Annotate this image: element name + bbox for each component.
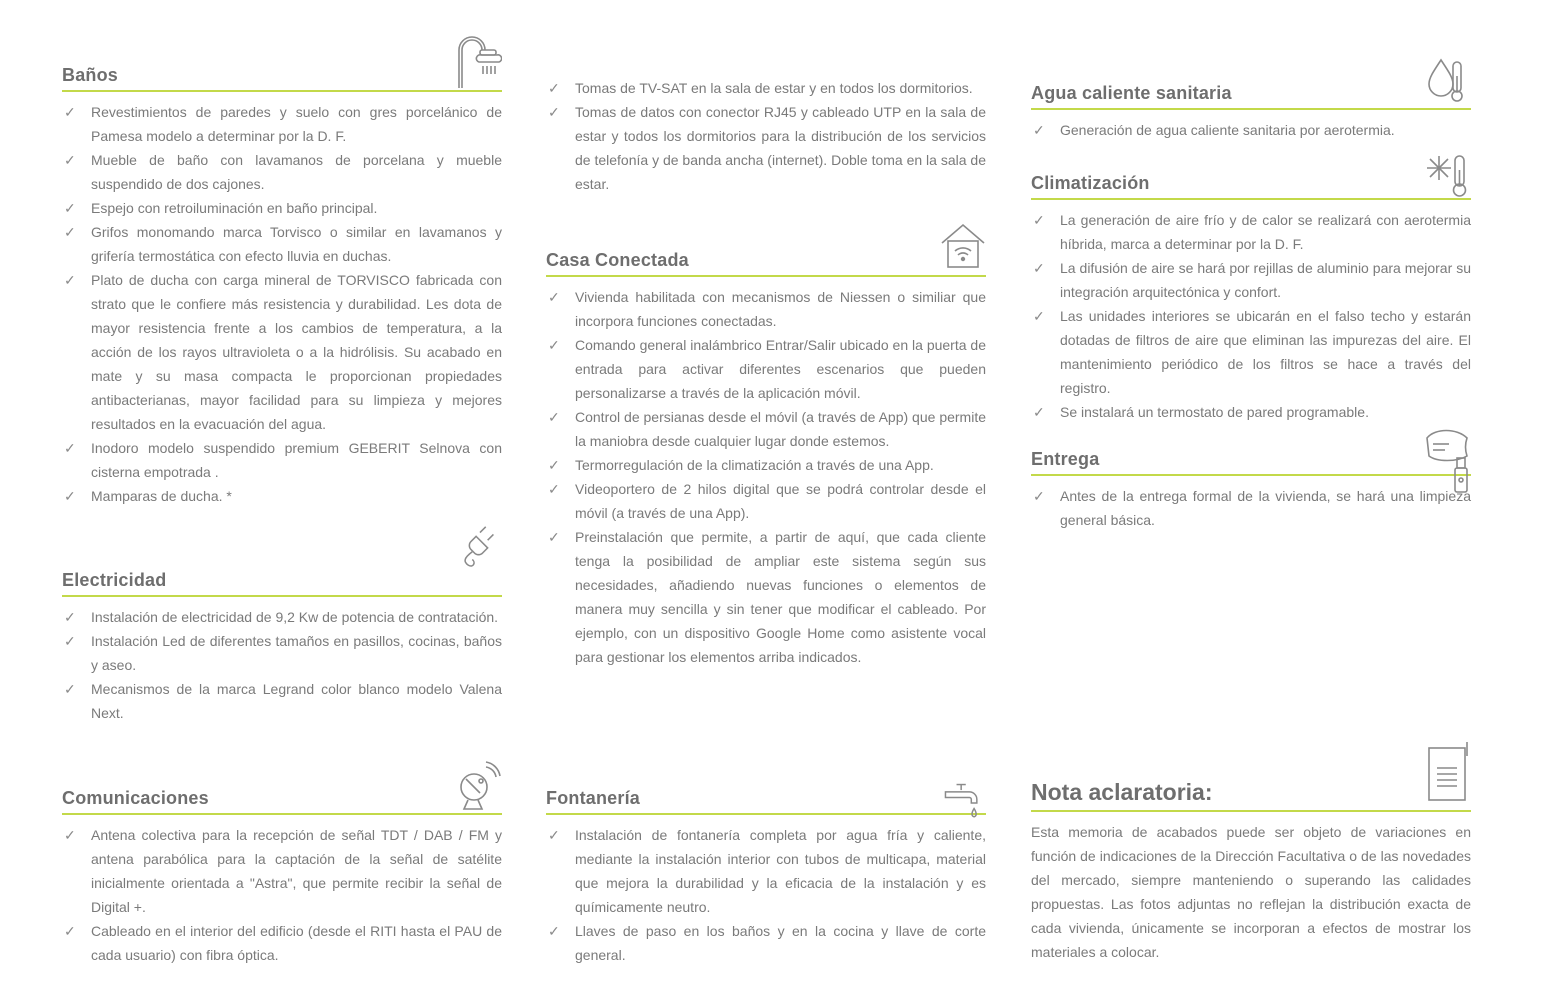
section-casa-conectada — [546, 245, 986, 669]
section-agua — [1031, 78, 1471, 142]
list-item-text: Espejo con retroiluminación en baño principal. — [91, 200, 378, 216]
list-item — [546, 525, 986, 669]
section-header — [1031, 780, 1471, 812]
entrega-list — [1031, 484, 1471, 532]
section-title: Comunicaciones — [62, 788, 209, 808]
list-item-text: Instalación de electricidad de 9,2 Kw de potencia de contratación. — [91, 609, 499, 625]
checkmark-icon: ✓ — [64, 440, 76, 456]
section-header — [62, 565, 502, 597]
checkmark-icon: ✓ — [548, 104, 560, 120]
checkmark-icon: ✓ — [548, 337, 560, 353]
checkmark-icon: ✓ — [1033, 404, 1045, 420]
checkmark-icon: ✓ — [1033, 488, 1045, 504]
list-item-text: Llaves de paso en los baños y en la cocina y llave de corte general. — [575, 923, 986, 963]
checkmark-icon: ✓ — [64, 224, 76, 240]
list-item-text: Instalación Led de diferentes tamaños en pasillos, cocinas, baños y aseo. — [91, 633, 502, 673]
climatizacion-list — [1031, 208, 1471, 424]
section-title: Baños — [62, 65, 119, 85]
list-item-text: Revestimientos de paredes y suelo con gres porcelánico de Pamesa modelo a determinar por la D. F. — [91, 104, 502, 144]
checkmark-icon: ✓ — [548, 923, 560, 939]
list-item — [546, 453, 986, 477]
list-item-text: Tomas de datos con conector RJ45 y cableado UTP en la sala de estar y todos los dormitorios para la distribución de los servicios de telefonía y de banda ancha (internet). Doble toma en la sala de estar. — [575, 104, 986, 192]
section-header — [62, 783, 502, 815]
section-comunicaciones — [62, 783, 502, 967]
plug-icon — [456, 521, 502, 571]
list-item-text: Inodoro modelo suspendido premium GEBERIT Selnova con cisterna empotrada . — [91, 440, 502, 480]
list-item-text: Control de persianas desde el móvil (a través de App) que permite la maniobra desde cualquier lugar donde estemos. — [575, 409, 986, 449]
checkmark-icon: ✓ — [64, 104, 76, 120]
tomas-list — [546, 76, 986, 196]
section-fontaneria — [546, 783, 986, 967]
checkmark-icon: ✓ — [548, 457, 560, 473]
list-item — [546, 76, 986, 100]
section-title: Casa Conectada — [546, 250, 689, 270]
nota-text: Esta memoria de acabados puede ser objeto de variaciones en función de indicaciones de la Dirección Facultativa o de las novedades del mercado, siempre manteniendo o superando las calidades propuestas. Las fotos adjuntas no reflejan la distribución exacta de cada vivienda, únicamente se incorporan a efectos de mostrar los materiales a colocar. — [1031, 824, 1471, 960]
section-electricidad — [62, 565, 502, 725]
agua-list — [1031, 118, 1471, 142]
list-item-text: Vivienda habilitada con mecanismos de Niessen o similiar que incorpora funciones conectadas. — [575, 289, 986, 329]
section-title: Entrega — [1031, 449, 1100, 469]
list-item — [546, 100, 986, 196]
list-item — [546, 477, 986, 525]
list-item — [62, 823, 502, 919]
section-title: Fontanería — [546, 788, 641, 808]
section-title: Agua caliente sanitaria — [1031, 83, 1232, 103]
list-item-text: Se instalará un termostato de pared programable. — [1060, 404, 1369, 420]
section-header — [1031, 78, 1471, 110]
list-item — [62, 629, 502, 677]
list-item — [546, 823, 986, 919]
list-item — [1031, 256, 1471, 304]
list-item — [546, 333, 986, 405]
list-item — [62, 268, 502, 436]
smart-home-icon — [940, 221, 986, 273]
checkmark-icon: ✓ — [64, 200, 76, 216]
checkmark-icon: ✓ — [64, 609, 76, 625]
checkmark-icon: ✓ — [548, 80, 560, 96]
list-item — [1031, 304, 1471, 400]
casa-conectada-list — [546, 285, 986, 669]
section-tomas — [546, 76, 986, 196]
list-item-text: Las unidades interiores se ubicarán en el falso techo y estarán dotadas de filtros de aire que eliminan las impurezas del aire. El mantenimiento periódico de los filtros se hace a través del registro. — [1060, 308, 1471, 396]
section-title: Climatización — [1031, 173, 1150, 193]
satellite-dish-icon — [456, 759, 502, 811]
nota-title: Nota aclaratoria: — [1031, 779, 1213, 805]
checkmark-icon: ✓ — [548, 481, 560, 497]
checkmark-icon: ✓ — [64, 923, 76, 939]
section-banos — [62, 60, 502, 508]
water-thermometer-icon — [1425, 52, 1471, 104]
list-item-text: La generación de aire frío y de calor se realizará con aerotermia híbrida, marca a determinar por la D. F. — [1060, 212, 1471, 252]
list-item-text: Plato de ducha con carga mineral de TORVISCO fabricada con strato que le confiere más resistencia y durabilidad. Les dota de mayor resistencia frente a los cambios de temperatura, a la acción de los rayos ultravioleta o a la hidrólisis. Su acabado en mate y su masa compacta le proporcionan propiedades antibacterianas, mayor facilidad para su limpieza y mejores resultados en la evacuación del agua. — [91, 272, 502, 432]
comunicaciones-list — [62, 823, 502, 967]
list-item — [62, 919, 502, 967]
list-item-text: Generación de agua caliente sanitaria por aerotermia. — [1060, 122, 1395, 138]
checkmark-icon: ✓ — [1033, 308, 1045, 324]
checkmark-icon: ✓ — [548, 289, 560, 305]
checkmark-icon: ✓ — [548, 827, 560, 843]
list-item — [1031, 118, 1471, 142]
list-item — [62, 484, 502, 508]
section-header — [546, 783, 986, 815]
shower-icon — [456, 36, 502, 88]
list-item-text: Termorregulación de la climatización a través de una App. — [575, 457, 934, 473]
list-item-text: Instalación de fontanería completa por agua fría y caliente, mediante la instalación interior con tubos de multicapa, material que mejora la durabilidad y la eficacia de la instalación y es químicamente neutro. — [575, 827, 986, 915]
checkmark-icon: ✓ — [1033, 122, 1045, 138]
list-item-text: Antes de la entrega formal de la vivienda, se hará una limpieza general básica. — [1060, 488, 1471, 528]
list-item — [62, 196, 502, 220]
fontaneria-list — [546, 823, 986, 967]
checkmark-icon: ✓ — [64, 681, 76, 697]
section-nota — [1031, 780, 1471, 978]
checkmark-icon: ✓ — [548, 409, 560, 425]
section-header — [1031, 168, 1471, 200]
list-item-text: Antena colectiva para la recepción de señal TDT / DAB / FM y antena parabólica para la captación de la señal de satélite inicialmente orientada a "Astra", que permite recibir la señal de Digital +. — [91, 827, 502, 915]
faucet-icon — [940, 779, 986, 827]
list-item-text: Videoportero de 2 hilos digital que se podrá controlar desde el móvil (a través de una App). — [575, 481, 986, 521]
list-item — [62, 148, 502, 196]
checkmark-icon: ✓ — [1033, 212, 1045, 228]
list-item-text: Tomas de TV-SAT en la sala de estar y en todos los dormitorios. — [575, 80, 973, 96]
list-item-text: Preinstalación que permite, a partir de aquí, que cada cliente tenga la posibilidad de ampliar este sistema según sus necesidades, añadiendo nuevas funciones o elementos de manera muy sencilla y sin tener que modificar el cableado. Por ejemplo, con un dispositivo Google Home como asistente vocal para gestionar los elementos arriba indicados. — [575, 529, 986, 665]
checkmark-icon: ✓ — [1033, 260, 1045, 276]
section-climatizacion — [1031, 168, 1471, 424]
list-item — [62, 100, 502, 148]
electricidad-list — [62, 605, 502, 725]
section-title: Electricidad — [62, 570, 167, 590]
checkmark-icon: ✓ — [64, 152, 76, 168]
list-item — [1031, 400, 1471, 424]
list-item — [62, 677, 502, 725]
list-item — [1031, 484, 1471, 532]
section-header — [1031, 444, 1471, 476]
list-item-text: Comando general inalámbrico Entrar/Salir ubicado en la puerta de entrada para activar diferentes escenarios que pueden personalizarse a través de la aplicación móvil. — [575, 337, 986, 401]
list-item-text: Grifos monomando marca Torvisco o similar en lavamanos y grifería termostática con efecto lluvia en duchas. — [91, 224, 502, 264]
list-item-text: Mueble de baño con lavamanos de porcelana y mueble suspendido de dos cajones. — [91, 152, 502, 192]
list-item — [62, 605, 502, 629]
list-item — [1031, 208, 1471, 256]
list-item — [546, 285, 986, 333]
checkmark-icon: ✓ — [548, 529, 560, 545]
list-item-text: Mecanismos de la marca Legrand color blanco modelo Valena Next. — [91, 681, 502, 721]
list-item — [546, 405, 986, 453]
list-item-text: Cableado en el interior del edificio (desde el RITI hasta el PAU de cada usuario) con fibra óptica. — [91, 923, 502, 963]
list-item-text: La difusión de aire se hará por rejillas de aluminio para mejorar su integración arquitectónica y confort. — [1060, 260, 1471, 300]
section-header — [546, 245, 986, 277]
checkmark-icon: ✓ — [64, 488, 76, 504]
list-item — [62, 436, 502, 484]
banos-list — [62, 100, 502, 508]
checkmark-icon: ✓ — [64, 633, 76, 649]
list-item — [62, 220, 502, 268]
checkmark-icon: ✓ — [64, 827, 76, 843]
checkmark-icon: ✓ — [64, 272, 76, 288]
list-item-text: Mamparas de ducha. * — [91, 488, 232, 504]
document-icon — [1425, 742, 1471, 804]
section-header — [62, 60, 502, 92]
snowflake-thermometer-icon — [1425, 148, 1471, 200]
list-item — [546, 919, 986, 967]
section-entrega — [1031, 444, 1471, 532]
